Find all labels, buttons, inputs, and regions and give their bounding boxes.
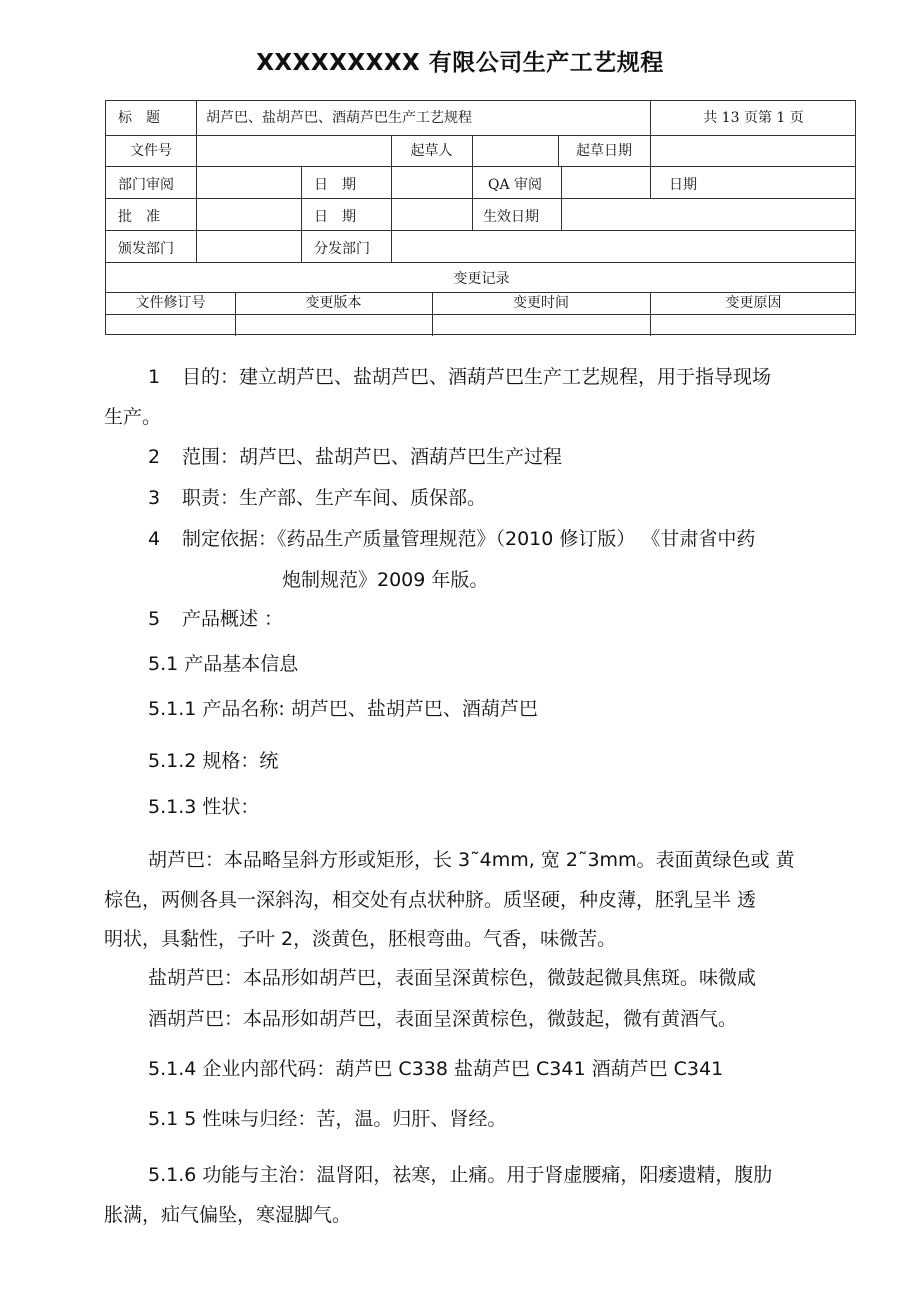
- table-rule: [106, 292, 855, 293]
- section-5-1-6-continued: 胀满，疝气偏坠，寒湿脚气。: [104, 1204, 352, 1226]
- section-5: [148, 604, 283, 631]
- table-rule: [472, 166, 473, 230]
- section-number: 5: [148, 608, 161, 630]
- section-4-continued: 炮制规范》2009 年版。: [282, 569, 489, 591]
- table-rule: [106, 166, 855, 167]
- table-rule: [106, 230, 855, 231]
- file-no-label: 文件号: [130, 143, 172, 159]
- change-col-header: 变更版本: [305, 295, 362, 311]
- section-number: 3: [148, 487, 161, 509]
- description-paragraph: 胡芦巴：本品略呈斜方形或矩形，长 3˜4mm, 宽 2˜3mm。表面黄绿色或 黄: [148, 849, 795, 871]
- section-text: 职责：生产部、生产车间、质保部。: [182, 487, 487, 509]
- change-col-header: 变更时间: [513, 295, 569, 311]
- draft-date-label: 起草日期: [576, 143, 632, 159]
- page-info: 共 13 页第 1 页: [703, 110, 804, 126]
- wine-description: 酒胡芦巴：本品形如胡芦巴，表面呈深黄棕色，微鼓起，微有黄酒气。: [148, 1008, 738, 1030]
- description-paragraph: 明状，具黏性，子叶 2，淡黄色，胚根弯曲。气香，味微苦。: [104, 928, 617, 950]
- table-rule: [106, 262, 855, 263]
- section-text: 产品概述 ：: [182, 608, 284, 630]
- date-label: 日 期: [314, 209, 356, 225]
- drafter-label: 起草人: [410, 143, 453, 159]
- section-5-1-1: 5.1.1 产品名称: 胡芦巴、盐胡芦巴、酒葫芦巴: [148, 698, 538, 720]
- title-value: 胡芦巴、盐胡芦巴、酒葫芦巴生产工艺规程: [206, 110, 472, 126]
- section-5-1: 5.1 产品基本信息: [148, 653, 299, 675]
- section-5-1-5: 5.1 5 性味与归经：苦，温。归肝、肾经。: [148, 1108, 507, 1130]
- section-5-1-6: 5.1.6 功能与主治：温肾阳，祛寒，止痛。用于肾虚腰痛，阳痿遗精，腹肋: [148, 1164, 773, 1186]
- table-rule: [106, 198, 855, 199]
- section-text: 范围：胡芦巴、盐胡芦巴、酒葫芦巴生产过程: [182, 446, 563, 468]
- title-label: 标 题: [118, 110, 160, 126]
- header-table: [105, 100, 856, 335]
- dist-dept-label: 分发部门: [314, 241, 370, 257]
- section-3: [148, 483, 486, 510]
- description-paragraph: 棕色，两侧各具一深斜沟，相交处有点状种脐。质坚硬，种皮薄，胚乳呈半 透: [104, 889, 757, 911]
- date-label: 日期: [669, 177, 697, 193]
- section-number: 1: [148, 366, 161, 388]
- date-label: 日 期: [314, 177, 356, 193]
- section-number: 2: [148, 446, 161, 468]
- table-rule: [650, 166, 651, 198]
- table-rule: [472, 135, 473, 166]
- section-text: 目的：建立胡芦巴、盐胡芦巴、酒葫芦巴生产工艺规程，用于指导现场: [182, 366, 772, 388]
- section-2: [148, 442, 562, 469]
- effective-date-label: 生效日期: [483, 209, 539, 225]
- table-rule: [106, 314, 855, 315]
- approve-label: 批 准: [118, 209, 160, 225]
- document-title: XXXXXXXXX 有限公司生产工艺规程: [256, 50, 664, 76]
- section-5-1-2: 5.1.2 规格：统: [148, 750, 279, 772]
- table-rule: [561, 166, 562, 230]
- section-4: [148, 524, 755, 551]
- change-col-header: 变更原因: [725, 295, 782, 311]
- table-rule: [196, 101, 197, 262]
- section-number: 4: [148, 528, 161, 550]
- change-col-header: 文件修订号: [135, 295, 206, 311]
- table-rule: [106, 135, 855, 136]
- section-1: [148, 362, 771, 389]
- section-5-1-4: 5.1.4 企业内部代码：葫芦巴 C338 盐葫芦巴 C341 酒葫芦巴 C341: [148, 1058, 724, 1080]
- change-record-label: 变更记录: [453, 271, 510, 287]
- table-rule: [301, 166, 302, 262]
- section-1-continued: 生产。: [104, 406, 162, 428]
- qa-review-label: QA 审阅: [488, 177, 543, 193]
- dept-review-label: 部门审阅: [118, 177, 174, 193]
- section-text: 制定依据：《药品生产质量管理规范》（2010 修订版） 《甘肃省中药: [182, 528, 756, 550]
- table-rule: [391, 166, 392, 262]
- issue-dept-label: 颁发部门: [118, 241, 174, 257]
- section-5-1-3: 5.1.3 性状：: [148, 796, 260, 818]
- salt-description: 盐胡芦巴：本品形如胡芦巴，表面呈深黄棕色，微鼓起微具焦斑。味微咸: [148, 967, 757, 989]
